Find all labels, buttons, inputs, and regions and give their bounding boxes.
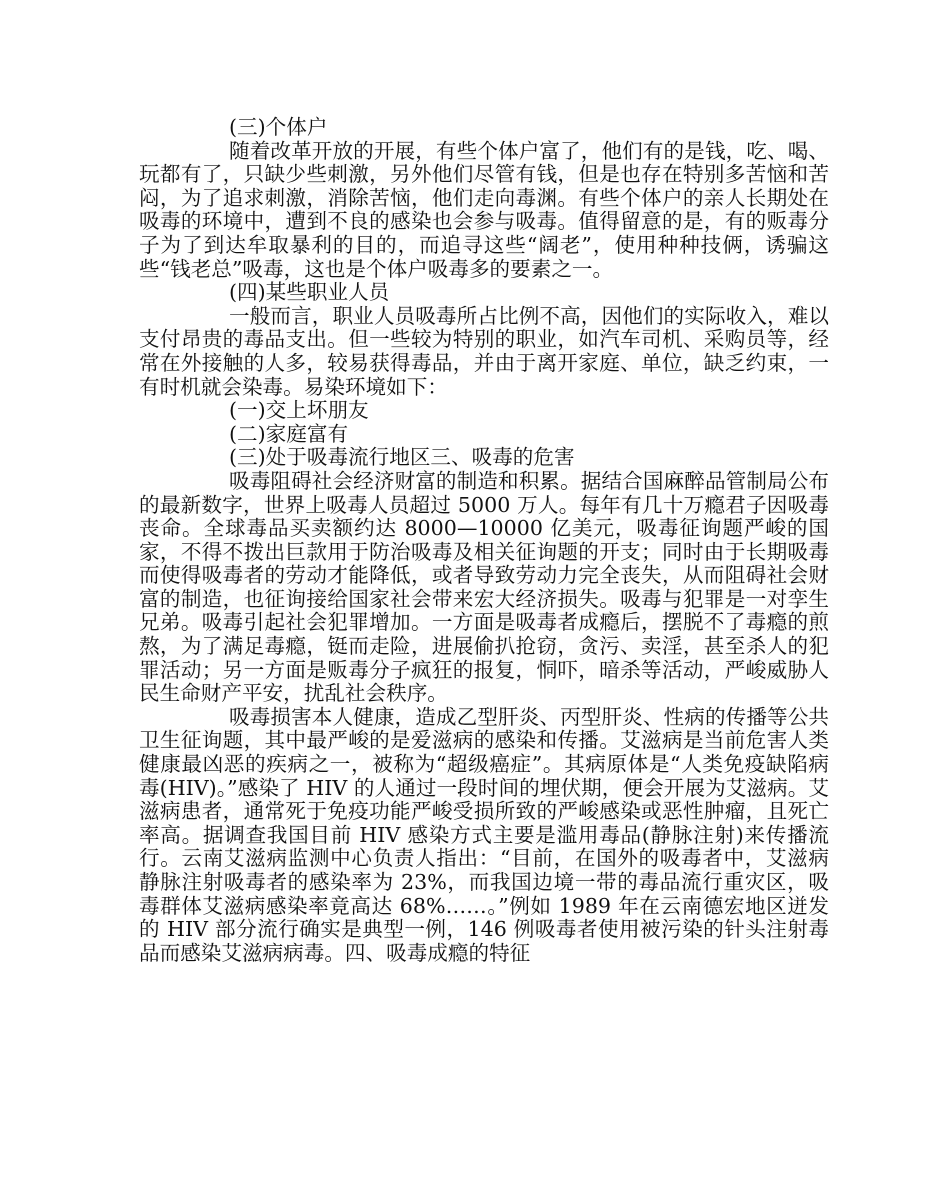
paragraph-economic-harm: 吸毒阻碍社会经济财富的制造和积累。据结合国麻醉品管制局公布的最新数字，世界上吸毒人员超过 5000 万人。每年有几十万瘾君子因吸毒丧命。全球毒品买卖额约达 8000—10000 亿美元，吸毒征询题严峻的国家，不得不拨出巨款用于防治吸毒及相关征询题的开支；同时由于长期吸毒而使得吸毒者的劳动才能降低，或者导致劳动力完全丧失，从而阻碍社会财富的制造，也征询接给国家社会带来宏大经济损失。吸毒与犯罪是一对孪生兄弟。吸毒引起社会犯罪增加。一方面是吸毒者成瘾后，摆脱不了毒瘾的煎熬，为了满足毒瘾，铤而走险，进展偷扒抢窃，贪污、卖淫，甚至杀人的犯罪活动；另一方面是贩毒分子疯狂的报复，恫吓，暗杀等活动，严峻威胁人民生命财产平安，扰乱社会秩序。 xyxy=(139,468,829,706)
heading-individual-households: (三)个体户 xyxy=(229,115,328,139)
list-item-wealthy-family: (二)家庭富有 xyxy=(229,421,349,446)
paragraph-certain-professions: 一般而言，职业人员吸毒所占比例不高，因他们的实际收入，难以支付昂贵的毒品支出。但一些较为特别的职业，如汽车司机、采购员等，经常在外接触的人多，较易获得毒品，并由于离开家庭、单位，缺乏约束，一有时机就会染毒。易染环境如下： xyxy=(139,303,829,399)
body-text xyxy=(139,116,829,965)
list-item-bad-friends: (一)交上坏朋友 xyxy=(229,398,369,423)
heading-certain-professions: (四)某些职业人员 xyxy=(229,280,390,305)
paragraph-health-harm: 吸毒损害本人健康，造成乙型肝炎、丙型肝炎、性病的传播等公共卫生征询题，其中最严峻的是爱滋病的感染和传播。艾滋病是当前危害人类健康最凶恶的疾病之一，被称为“超级癌症”。其病原体是“人类免疫缺陷病毒(HIV)。”感染了 HIV 的人通过一段时间的埋伏期，便会开展为艾滋病。艾滋病患者，通常死于免疫功能严峻受损所致的严峻感染或恶性肿瘤，且死亡率高。据调查我国目前 HIV 感染方式主要是滥用毒品(静脉注射)来传播流行。云南艾滋病监测中心负责人指出：“目前，在国外的吸毒者中，艾滋病静脉注射吸毒者的感染率为 23%，而我国边境一带的毒品流行重灾区，吸毒群体艾滋病感染率竟高达 68%……。”例如 1989 年在云南德宏地区迸发的 HIV 部分流行确实是典型一例，146 例吸毒者使用被污染的针头注射毒品而感染艾滋病病毒。四、吸毒成瘾的特征 xyxy=(139,704,829,965)
list-item-drug-areas-and-harm-heading: (三)处于吸毒流行地区三、吸毒的危害 xyxy=(229,445,575,470)
paragraph-individual-households: 随着改革开放的开展，有些个体户富了，他们有的是钱，吃、喝、玩都有了，只缺少些刺激，另外他们尽管有钱，但是也存在特别多苦恼和苦闷，为了追求刺激，消除苦恼，他们走向毒渊。有些个体户的亲人长期处在吸毒的环境中，遭到不良的感染也会参与吸毒。值得留意的是，有的贩毒分子为了到达牟取暴利的目的，而追寻这些“阔老”，使用种种技俩，诱骗这些“钱老总”吸毒，这也是个体户吸毒多的要素之一。 xyxy=(139,138,829,281)
